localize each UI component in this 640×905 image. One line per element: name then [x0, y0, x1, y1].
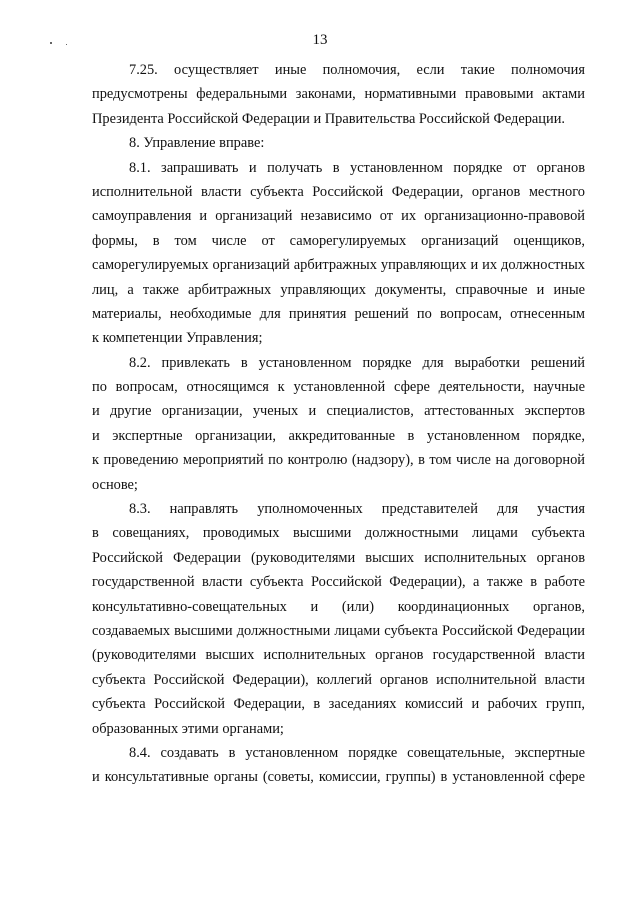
paragraph-8-1 — [92, 156, 585, 351]
text-line: Российской Федерации (руководителями высших исполнительных органов — [92, 549, 585, 566]
text-line: по вопросам, относящимся к установленной сфере деятельности, научные — [92, 379, 585, 396]
text-line: образованных этими органами; — [92, 720, 284, 737]
paragraph-8-4 — [92, 741, 585, 790]
paragraph-8 — [92, 131, 585, 155]
text-line: 8.3. направлять уполномоченных представителей для участия — [129, 501, 585, 518]
document-body — [92, 58, 585, 790]
text-line: (руководителями высших исполнительных органов государственной власти — [92, 647, 585, 664]
text-line: государственной власти субъекта Российской Федерации), а также в работе — [92, 574, 585, 591]
text-line: и консультативные органы (советы, комиссии, группы) в установленной сфере — [92, 769, 585, 786]
text-line: основе; — [92, 476, 138, 493]
text-line: предусмотрены федеральными законами, нормативными правовыми актами — [92, 86, 585, 103]
text-line: саморегулируемых организаций арбитражных управляющих и их должностных — [92, 257, 585, 274]
text-line: 7.25. осуществляет иные полномочия, если такие полномочия — [129, 62, 585, 78]
text-line: к компетенции Управления; — [92, 330, 263, 347]
text-line: 8.2. привлекать в установленном порядке для выработки решений — [129, 354, 585, 371]
text-line: 8.4. создавать в установленном порядке совещательные, экспертные — [129, 744, 585, 761]
paragraph-7-25 — [92, 58, 585, 131]
text-line: к проведению мероприятий по контролю (надзору), в том числе на договорной — [92, 452, 585, 469]
paragraph-8-2 — [92, 351, 585, 497]
text-line: и другие организации, ученых и специалистов, аттестованных экспертов — [92, 403, 585, 420]
text-line: в совещаниях, проводимых высшими должностными лицами субъекта — [92, 525, 585, 542]
text-line: субъекта Российской Федерации), коллегий органов исполнительной власти — [92, 671, 585, 688]
text-line: 8. Управление вправе: — [129, 135, 265, 152]
text-line: лиц, а также арбитражных управляющих документы, справочные и иные — [92, 281, 585, 298]
text-line: исполнительной власти субъекта Российской Федерации, органов местного — [92, 183, 585, 200]
text-line: и экспертные организации, аккредитованные в установленном порядке, — [92, 427, 585, 444]
text-line: создаваемых высшими должностными лицами субъекта Российской Федерации — [92, 622, 585, 639]
text-line: субъекта Российской Федерации, в заседаниях комиссий и рабочих групп, — [92, 696, 585, 713]
page-number: 13 — [312, 32, 328, 48]
paragraph-8-3 — [92, 497, 585, 741]
text-line: 8.1. запрашивать и получать в установленном порядке от органов — [129, 159, 585, 176]
text-line: материалы, необходимые для принятия решений по вопросам, отнесенным — [92, 305, 585, 322]
text-line: консультативно-совещательных и (или) координационных органов, — [92, 598, 585, 615]
text-line: формы, в том числе от саморегулируемых организаций оценщиков, — [92, 232, 585, 249]
text-line: Президента Российской Федерации и Правительства Российской Федерации. — [92, 110, 566, 127]
text-line: самоуправления и организаций независимо от их организационно-правовой — [92, 208, 585, 225]
